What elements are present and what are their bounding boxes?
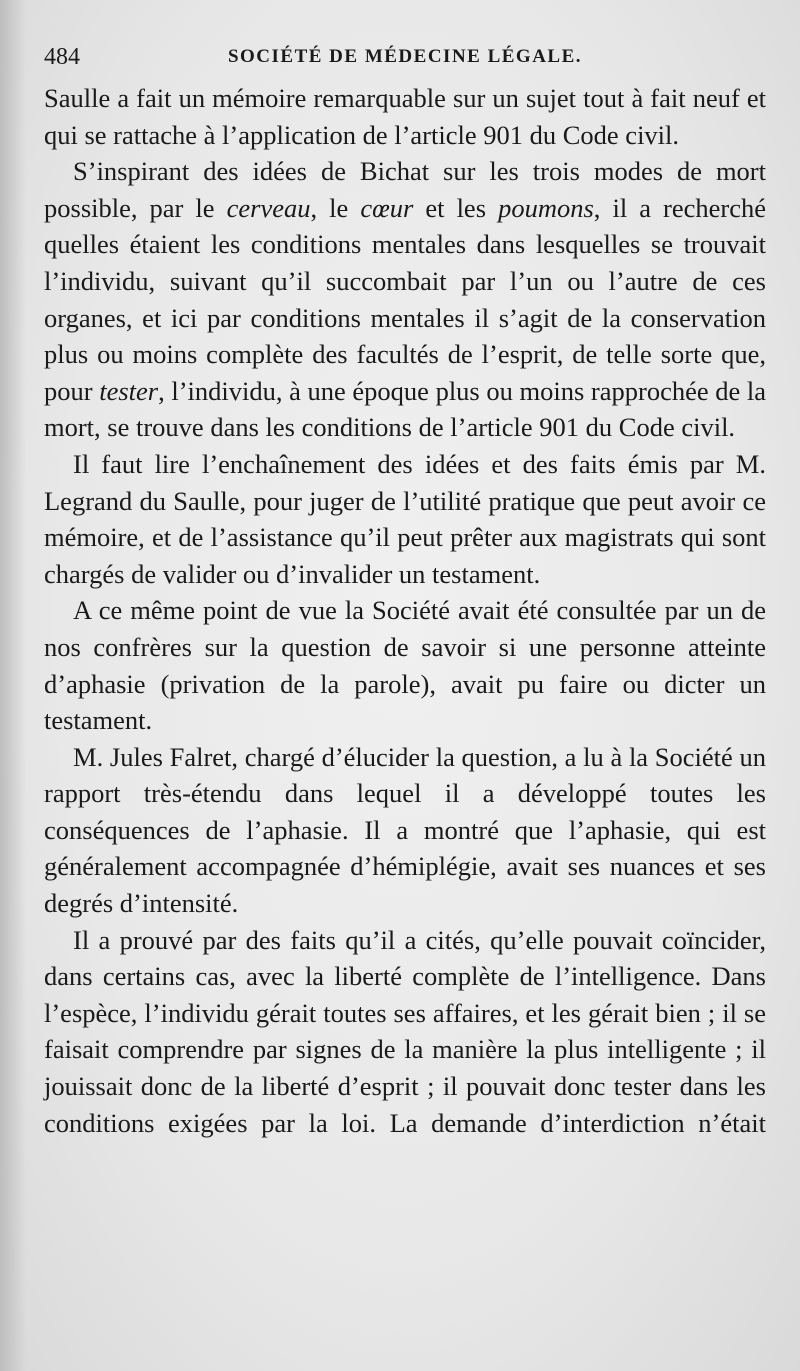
running-title: SOCIÉTÉ DE MÉDECINE LÉGALE. (227, 46, 583, 67)
paragraph-3 (44, 446, 766, 592)
running-head (44, 30, 766, 80)
text-segment: Il faut lire l’enchaînement des idées et des faits émis par M. Legrand du Saulle, pour juger de l’utilité pratique que peut avoir ce mémoire, et de l’assistance qu’il peut prêter aux magistrats qui sont chargés de valider ou d’invalider un testament. (44, 448, 766, 589)
text-segment: , il a recherché quelles étaient les conditions mentales dans lesquelles se trouvait l’individu, suivant qu’il succombait par l’un ou l’autre de ces organes, et ici par conditions mentales il s’agit de la conservation plus ou moins complète des facultés de l’esprit, de telle sorte que, pour (44, 192, 767, 406)
italic-word: cerveau (226, 192, 311, 223)
text-segment: et les (413, 192, 499, 223)
text-segment: , le (310, 192, 361, 223)
paragraph-2 (44, 153, 766, 446)
text-segment: Saulle a fait un mémoire remarquable sur un sujet tout à fait neuf et qui se rattache à l’application de l’article 901 du Code civil. (44, 83, 766, 150)
text-segment: , l’individu, à une époque plus ou moins rapprochée de la mort, se trouve dans les conditions de l’article 901 du Code civil. (44, 375, 767, 443)
text-segment: A ce même point de vue la Société avait été consultée par un de nos confrères sur la question de savoir si une personne atteinte d’aphasie (privation de la parole), avait pu faire ou dicter un testament. (44, 595, 766, 736)
paragraph-6 (44, 922, 766, 1142)
text-segment: M. Jules Falret, chargé d’élucider la question, a lu à la Société un rapport très-étendu dans lequel il a développé toutes les conséquences de l’aphasie. Il a montré que l’aphasie, qui est généralement accompagnée d’hémiplégie, avait ses nuances et ses degrés d’intensité. (44, 741, 766, 919)
italic-word: cœur (360, 192, 414, 223)
text-segment: Il a prouvé par des faits qu’il a cités, qu’elle pouvait coïncider, dans certains cas, avec la liberté complète de l’intelligence. Dans l’espèce, l’individu gérait toutes ses affaires, et les gérait bien ; il se faisait comprendre par signes de la manière la plus intelligente ; il jouissait donc de la liberté d’esprit ; il pouvait donc tester dans les conditions exigées par la loi. La demande d’interdiction n’était (44, 924, 766, 1138)
italic-word: poumons (498, 192, 594, 223)
italic-word: tester (99, 375, 159, 406)
paragraph-4 (44, 592, 766, 738)
paragraph-5 (44, 739, 766, 922)
page-number: 484 (44, 44, 80, 70)
paragraph-1 (44, 80, 766, 153)
body-text (44, 80, 766, 1141)
text-segment: S’inspirant des idées de Bichat sur les trois modes de mort possible, par le (44, 156, 766, 223)
